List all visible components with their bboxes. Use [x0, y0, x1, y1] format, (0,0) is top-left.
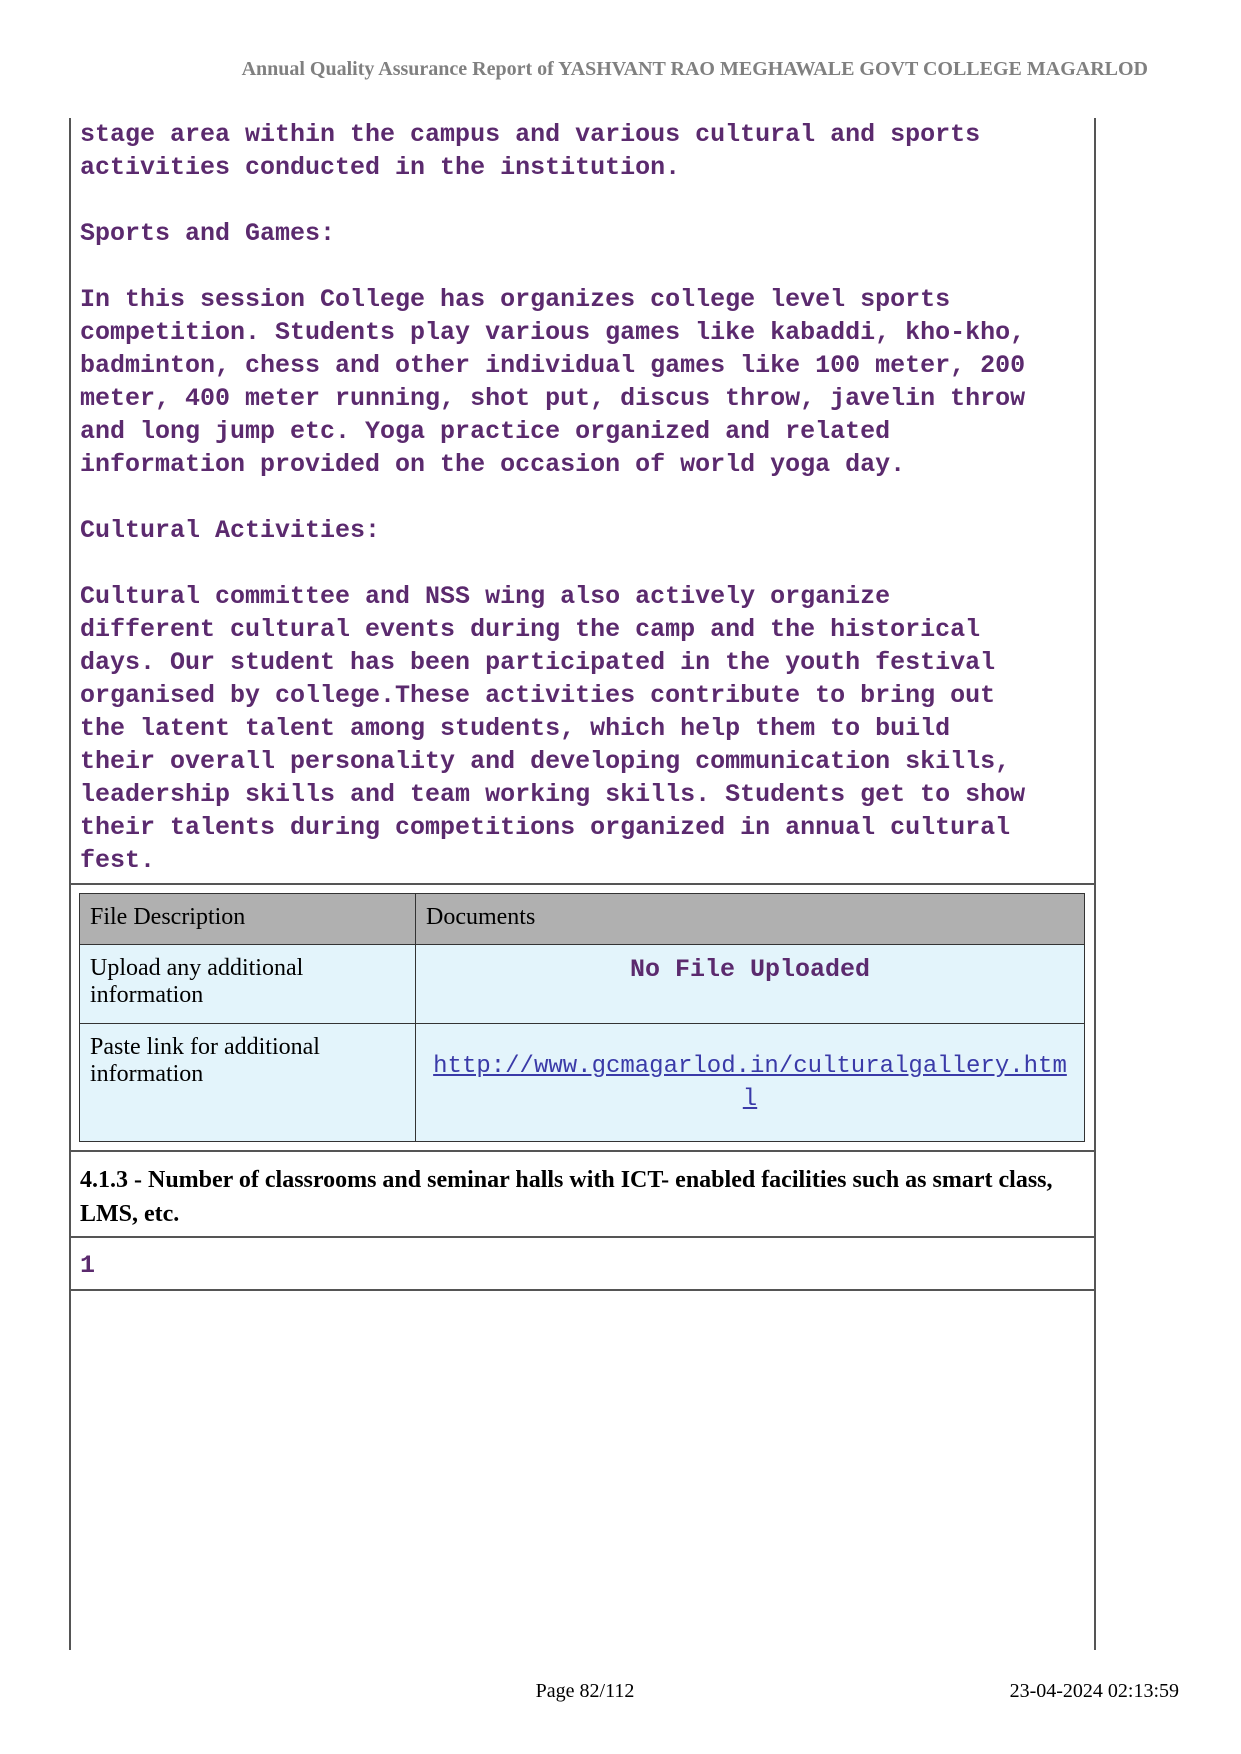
generated-datetime: 23-04-2024 02:13:59 — [1009, 1680, 1179, 1702]
cultural-line: organised by college.These activities contribute to bring out — [80, 681, 996, 710]
table-row — [80, 945, 1085, 1024]
row-description: Upload any additional information — [80, 945, 416, 1024]
row-description: Paste link for additional information — [80, 1024, 416, 1142]
column-header-documents: Documents — [416, 894, 1085, 945]
cultural-line: different cultural events during the camp and the historical — [80, 615, 981, 644]
cultural-line: fest. — [80, 846, 156, 875]
sports-line: In this session College has organizes college level sports — [80, 285, 951, 314]
report-header: Annual Quality Assurance Report of YASHVANT RAO MEGHAWALE GOVT COLLEGE MAGARLOD — [241, 58, 1148, 80]
sports-line: meter, 400 meter running, shot put, discus throw, javelin throw — [80, 384, 1026, 413]
cultural-line: the latent talent among students, which help them to build — [80, 714, 951, 743]
question-title: 4.1.3 - Number of classrooms and seminar halls with ICT- enabled facilities such as smart class, LMS, etc. — [80, 1167, 1053, 1227]
sports-line: competition. Students play various games like kabaddi, kho-kho, — [80, 318, 1026, 347]
intro-line: stage area within the campus and various cultural and sports — [80, 120, 981, 149]
column-header-file-description: File Description — [80, 894, 416, 945]
sports-line: and long jump etc. Yoga practice organized and related — [80, 417, 891, 446]
cultural-line: Cultural committee and NSS wing also actively organize — [80, 582, 891, 611]
table-row — [80, 1024, 1085, 1142]
cultural-line: leadership skills and team working skills. Students get to show — [80, 780, 1026, 809]
sports-heading: Sports and Games: — [80, 219, 336, 248]
row-document — [416, 945, 1085, 1024]
row-document — [416, 1024, 1085, 1142]
cultural-heading: Cultural Activities: — [80, 516, 381, 545]
cultural-line: days. Our student has been participated in the youth festival — [80, 648, 996, 677]
intro-line: activities conducted in the institution. — [80, 153, 681, 182]
section-divider — [69, 883, 1096, 885]
sports-line: badminton, chess and other individual games like 100 meter, 200 — [80, 351, 1026, 380]
cultural-gallery-link[interactable]: http://www.gcmagarlod.in/culturalgallery.html — [433, 1052, 1067, 1113]
sports-line: information provided on the occasion of world yoga day. — [80, 450, 906, 479]
question-answer: 1 — [80, 1251, 96, 1280]
cultural-sports-description — [80, 118, 1090, 877]
section-divider — [69, 1289, 1096, 1291]
table-header-row — [80, 894, 1085, 945]
file-description-table — [79, 893, 1085, 1142]
no-file-text: No File Uploaded — [629, 955, 871, 984]
cultural-line: their overall personality and developing communication skills, — [80, 747, 1011, 776]
cultural-line: their talents during competitions organized in annual cultural — [80, 813, 1011, 842]
section-divider — [69, 1236, 1096, 1238]
page-number: Page 82/112 — [535, 1680, 635, 1702]
section-divider — [69, 1150, 1096, 1152]
